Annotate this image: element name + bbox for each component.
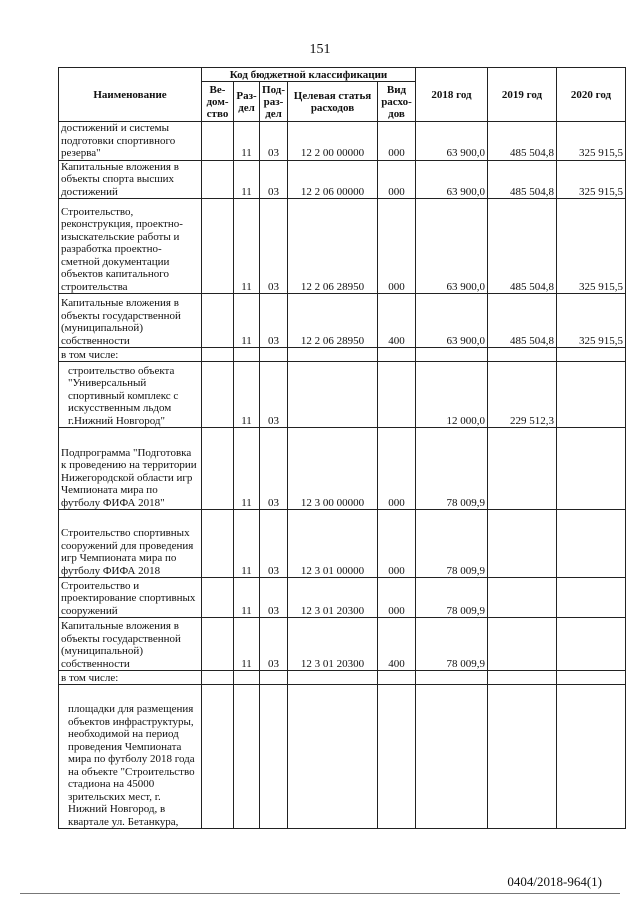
cell-razdel bbox=[234, 685, 260, 829]
cell-target: 12 3 01 00000 bbox=[288, 510, 378, 578]
table-row bbox=[59, 618, 626, 671]
cell-name: Капитальные вложения в объекты спорта высших достижений bbox=[59, 160, 202, 199]
table-body bbox=[59, 122, 626, 829]
cell-name: Капитальные вложения в объекты государственной (муниципальной) собственности bbox=[59, 294, 202, 348]
cell-y2018 bbox=[416, 671, 488, 685]
cell-ved bbox=[202, 362, 234, 428]
cell-vid: 000 bbox=[378, 199, 416, 294]
cell-name: в том числе: bbox=[59, 348, 202, 362]
table-row bbox=[59, 348, 626, 362]
cell-name: Строительство спортивных сооружений для проведения игр Чемпионата мира по футболу ФИФА 2018 bbox=[59, 510, 202, 578]
cell-target: 12 3 01 20300 bbox=[288, 578, 378, 618]
table-row bbox=[59, 122, 626, 161]
cell-y2020: 325 915,5 bbox=[557, 160, 626, 199]
cell-vid: 000 bbox=[378, 428, 416, 510]
cell-ved bbox=[202, 428, 234, 510]
cell-podrazdel bbox=[260, 685, 288, 829]
cell-ved bbox=[202, 618, 234, 671]
table-row bbox=[59, 671, 626, 685]
cell-podrazdel: 03 bbox=[260, 510, 288, 578]
cell-razdel: 11 bbox=[234, 294, 260, 348]
cell-y2018: 78 009,9 bbox=[416, 618, 488, 671]
cell-razdel bbox=[234, 348, 260, 362]
cell-ved bbox=[202, 671, 234, 685]
cell-vid: 000 bbox=[378, 578, 416, 618]
cell-y2018: 63 900,0 bbox=[416, 160, 488, 199]
cell-razdel: 11 bbox=[234, 362, 260, 428]
cell-ved bbox=[202, 160, 234, 199]
cell-y2020 bbox=[557, 362, 626, 428]
cell-target: 12 3 00 00000 bbox=[288, 428, 378, 510]
cell-y2020 bbox=[557, 578, 626, 618]
budget-table bbox=[58, 67, 626, 829]
cell-podrazdel: 03 bbox=[260, 362, 288, 428]
cell-podrazdel: 03 bbox=[260, 160, 288, 199]
cell-podrazdel: 03 bbox=[260, 199, 288, 294]
cell-vid: 400 bbox=[378, 294, 416, 348]
cell-y2018: 78 009,9 bbox=[416, 510, 488, 578]
cell-y2019 bbox=[488, 578, 557, 618]
cell-y2020 bbox=[557, 510, 626, 578]
table-row bbox=[59, 428, 626, 510]
cell-y2020 bbox=[557, 618, 626, 671]
cell-razdel: 11 bbox=[234, 428, 260, 510]
cell-target: 12 2 06 28950 bbox=[288, 294, 378, 348]
cell-podrazdel: 03 bbox=[260, 294, 288, 348]
cell-ved bbox=[202, 685, 234, 829]
bottom-divider bbox=[20, 893, 620, 894]
header-vedomstvo: Ве-дом-ство bbox=[202, 82, 234, 122]
cell-podrazdel: 03 bbox=[260, 122, 288, 161]
cell-ved bbox=[202, 510, 234, 578]
cell-y2019: 485 504,8 bbox=[488, 199, 557, 294]
cell-name: площадки для размещения объектов инфраструктуры, необходимой на период проведения Чемпионата мира по футболу 2018 года на объекте "Строительство стадиона на 45000 зрительских мест, г. Нижний Новгород, в квартале ул. Бетанкура, bbox=[59, 685, 202, 829]
cell-vid bbox=[378, 671, 416, 685]
cell-ved bbox=[202, 294, 234, 348]
cell-y2020 bbox=[557, 348, 626, 362]
cell-ved bbox=[202, 348, 234, 362]
cell-y2018: 63 900,0 bbox=[416, 294, 488, 348]
page-number: 151 bbox=[309, 42, 331, 57]
cell-y2019: 229 512,3 bbox=[488, 362, 557, 428]
cell-y2018: 78 009,9 bbox=[416, 428, 488, 510]
cell-ved bbox=[202, 578, 234, 618]
cell-razdel: 11 bbox=[234, 122, 260, 161]
header-name: Наименование bbox=[59, 68, 202, 122]
cell-target: 12 3 01 20300 bbox=[288, 618, 378, 671]
cell-razdel: 11 bbox=[234, 578, 260, 618]
header-2019: 2019 год bbox=[488, 68, 557, 122]
header-razdel: Раз-дел bbox=[234, 82, 260, 122]
header-2018: 2018 год bbox=[416, 68, 488, 122]
cell-y2018: 12 000,0 bbox=[416, 362, 488, 428]
cell-target bbox=[288, 348, 378, 362]
header-podrazdel: Под-раз-дел bbox=[260, 82, 288, 122]
table-row bbox=[59, 294, 626, 348]
cell-razdel: 11 bbox=[234, 199, 260, 294]
cell-target bbox=[288, 685, 378, 829]
cell-y2019 bbox=[488, 618, 557, 671]
table-row bbox=[59, 578, 626, 618]
header-2020: 2020 год bbox=[557, 68, 626, 122]
cell-vid: 000 bbox=[378, 160, 416, 199]
cell-podrazdel: 03 bbox=[260, 578, 288, 618]
footer-code: 0404/2018-964(1) bbox=[507, 874, 602, 889]
cell-target: 12 2 06 00000 bbox=[288, 160, 378, 199]
cell-razdel: 11 bbox=[234, 160, 260, 199]
cell-podrazdel bbox=[260, 671, 288, 685]
cell-vid bbox=[378, 362, 416, 428]
cell-target: 12 2 00 00000 bbox=[288, 122, 378, 161]
cell-target bbox=[288, 362, 378, 428]
cell-name: Строительство и проектирование спортивных сооружений bbox=[59, 578, 202, 618]
cell-razdel: 11 bbox=[234, 618, 260, 671]
cell-vid: 000 bbox=[378, 122, 416, 161]
cell-name: в том числе: bbox=[59, 671, 202, 685]
cell-razdel: 11 bbox=[234, 510, 260, 578]
cell-name: Строительство, реконструкция, проектно-изыскательские работы и разработка проектно-сметной документации объектов капитального строительства bbox=[59, 199, 202, 294]
cell-podrazdel: 03 bbox=[260, 428, 288, 510]
cell-y2018 bbox=[416, 685, 488, 829]
cell-podrazdel: 03 bbox=[260, 618, 288, 671]
table-header bbox=[59, 68, 626, 122]
cell-podrazdel bbox=[260, 348, 288, 362]
header-target: Целевая статья расходов bbox=[288, 82, 378, 122]
cell-y2018 bbox=[416, 348, 488, 362]
cell-y2019 bbox=[488, 348, 557, 362]
header-vid: Вид расхо-дов bbox=[378, 82, 416, 122]
cell-name: строительство объекта "Универсальный спортивный комплекс с искусственным льдом г.Нижний Новгород" bbox=[59, 362, 202, 428]
cell-y2019 bbox=[488, 510, 557, 578]
table-row bbox=[59, 362, 626, 428]
cell-name: достижений и системы подготовки спортивного резерва" bbox=[59, 122, 202, 161]
cell-y2019 bbox=[488, 685, 557, 829]
cell-y2018: 78 009,9 bbox=[416, 578, 488, 618]
table-row bbox=[59, 510, 626, 578]
cell-y2018: 63 900,0 bbox=[416, 199, 488, 294]
cell-y2019: 485 504,8 bbox=[488, 160, 557, 199]
cell-y2019 bbox=[488, 428, 557, 510]
cell-name: Подпрограмма "Подготовка к проведению на территории Нижегородской области игр Чемпионата мира по футболу ФИФА 2018" bbox=[59, 428, 202, 510]
cell-y2020 bbox=[557, 428, 626, 510]
table-row bbox=[59, 685, 626, 829]
table-row bbox=[59, 199, 626, 294]
cell-y2020 bbox=[557, 685, 626, 829]
cell-y2018: 63 900,0 bbox=[416, 122, 488, 161]
cell-y2019: 485 504,8 bbox=[488, 294, 557, 348]
cell-vid bbox=[378, 685, 416, 829]
cell-vid bbox=[378, 348, 416, 362]
cell-y2020: 325 915,5 bbox=[557, 294, 626, 348]
cell-target bbox=[288, 671, 378, 685]
header-code-group: Код бюджетной классификации bbox=[202, 68, 416, 82]
cell-y2020: 325 915,5 bbox=[557, 199, 626, 294]
cell-ved bbox=[202, 199, 234, 294]
cell-y2019: 485 504,8 bbox=[488, 122, 557, 161]
cell-razdel bbox=[234, 671, 260, 685]
cell-y2019 bbox=[488, 671, 557, 685]
cell-vid: 400 bbox=[378, 618, 416, 671]
cell-target: 12 2 06 28950 bbox=[288, 199, 378, 294]
table-row bbox=[59, 160, 626, 199]
cell-vid: 000 bbox=[378, 510, 416, 578]
cell-name: Капитальные вложения в объекты государственной (муниципальной) собственности bbox=[59, 618, 202, 671]
cell-y2020 bbox=[557, 671, 626, 685]
cell-y2020: 325 915,5 bbox=[557, 122, 626, 161]
cell-ved bbox=[202, 122, 234, 161]
